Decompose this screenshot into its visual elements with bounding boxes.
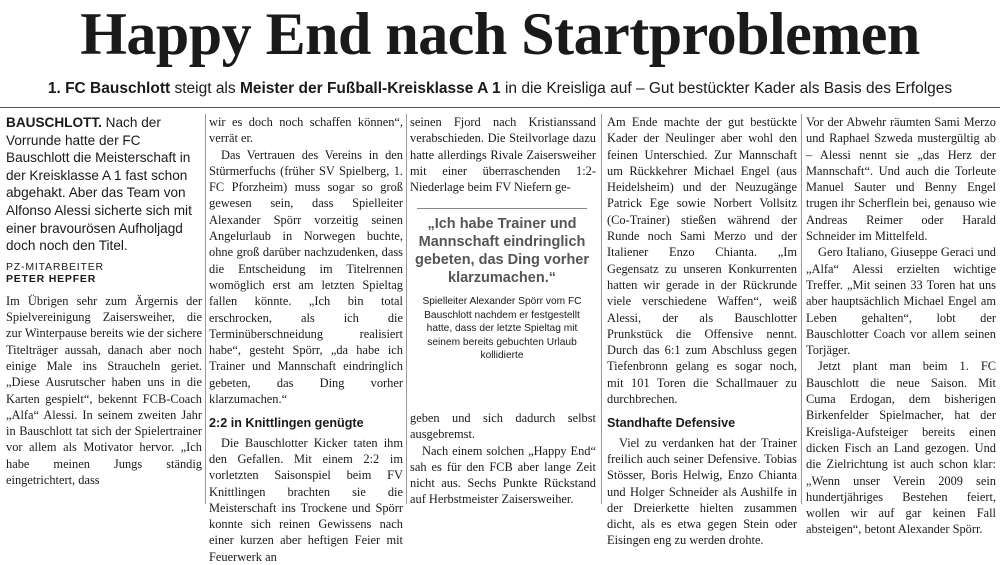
column-5: [806, 114, 996, 537]
paragraph: Gero Italiano, Giuseppe Geraci und „Alfa“ Alessi erzielten wichtige Treffer. „Mit seinen 33 Toren hat uns aber hauptsächlich Michael Engel am Leben gehalten“, lobt der Bauschlotter Coach vor allem seinen Torjäger.: [806, 245, 996, 358]
paragraph: Vor der Abwehr räumten Sami Merzo und Raphael Szweda mustergültig ab – Alessi nennt sie „das Herz der Mannschaft“. Und auch die Torleute Manuel Sauter und Benny Engel trugen ihr Scherflein bei, genauso wie Andreas Reimer oder Harald Schneider im Mittelfeld.: [806, 115, 996, 244]
subhead-title: Meister der Fußball-Kreisklasse A 1: [239, 80, 501, 97]
subheadline: [0, 80, 1000, 98]
paragraph: Die Bauschlotter Kicker taten ihm den Gefallen. Mit einem 2:2 im vorletzten Saisonspiel beim FV Knittlingen brachten sie die Meisterschaft ins Trockene und Spörr konnte sich reinen Gewissens nach einer kurzen aber heftigen Feier mit Feuerwerk an: [209, 435, 403, 564]
subhead-team: 1. FC Bauschlott: [47, 80, 171, 97]
paragraph: seinen Fjord nach Kristianssand verabschieden. Die Steilvorlage dazu hatte allerdings Rivale Zaisersweiher mit einer überraschenden 1:2-Niederlage beim FV Niefern ge-: [410, 115, 596, 195]
headline: Happy End nach Startproblemen: [80, 1, 920, 67]
byline: [6, 261, 202, 285]
paragraph: Nach einem solchen „Happy End“ sah es für den FCB aber lange Zeit nicht aus. Sechs Punkte Rückstand auf Herbstmeister Zaisersweiher.: [410, 443, 596, 507]
section-subtitle: Standhafte Defensive: [607, 416, 736, 431]
section-subtitle: 2:2 in Knittlingen genügte: [209, 416, 364, 431]
column-1: [6, 114, 202, 504]
paragraph: Viel zu verdanken hat der Trainer freilich auch seiner Defensive. Tobias Stösser, Boris Helwig, Enzo Chianta und Holger Schneider als Aushilfe in der Dreierkette hielten zusammen dicht, als es etwa gegen Stein oder Eisingen eng zu werden drohte.: [607, 435, 797, 548]
author-name: PETER HEPFER: [6, 272, 97, 285]
paragraph: Jetzt plant man beim 1. FC Bauschlott die neue Saison. Mit Cuma Erdogan, dem bisherigen Birkenfelder Spielmacher, hat der Kreisliga-Aufsteiger bereits einen dicken Fisch an Land gezogen. Und die Zielrichtung ist auch schon klar: „Wenn unser Verein 2009 sein hundertjähriges Bestehen feiert, wollen wir auf gar keinen Fall absteigen“, betont Alexander Spörr.: [806, 359, 996, 537]
column-separator: [205, 114, 206, 504]
quote-rule-top: [417, 208, 587, 209]
dateline: BAUSCHLOTT.: [6, 115, 102, 130]
subhead-text-2: in die Kreisliga auf – Gut bestückter Kader als Basis des Erfolges: [500, 80, 953, 97]
column-3-continued: [410, 410, 596, 507]
pull-quote-caption: Spielleiter Alexander Spörr vom FC Bauschlott nachdem er festgestellt hatte, dass der letzte Spieltag mit seinem bereits gebuchten Urlaub kollidierte: [422, 296, 582, 362]
column-separator: [801, 114, 802, 504]
paragraph: wir es doch noch schaffen können“, verrät er.: [209, 115, 403, 146]
pull-quote: „Ich habe Trainer und Mannschaft eindringlich gebeten, das Ding vorher klarzumachen.“: [414, 216, 590, 286]
paragraph: Das Vertrauen des Vereins in den Stürmerfuchs (früher SV Spielberg, 1. FC Pforzheim) muss sogar so groß gewesen sein, dass Spielleiter Alexander Spörr vorzeitig seinen Angelurlaub in Norwegen buchte, ohne groß darüber nachzudenken, dass die Entscheidung im Titelrennen womöglich erst am letzten Spieltag fallen könnte. „Ich bin total erschrocken, als ich die Terminüberschneidung realisiert habe“, gesteht Spörr, „da habe ich Trainer und Mannschaft eindringlich gebeten, das Ding vorher klarzumachen.“: [209, 147, 403, 407]
pull-quote-box: [411, 208, 593, 406]
paragraph: Im Übrigen sehr zum Ärgernis der Spielvereinigung Zaisersweiher, die zur Winterpause bereits wie der sichere Titelträger aussah, danach aber noch einige Male ins Straucheln geriet. „Diese Ausrutscher haben uns in die Karten gespielt“, bekennt FCB-Coach „Alfa“ Alessi. In seinem zweiten Jahr in Bauschlott tat sich der Spielertrainer vor allem als Motivator hervor. „Ich habe meinen Jungs ständig eingetrichtert, dass: [6, 293, 202, 488]
column-separator: [406, 114, 407, 504]
column-2: [209, 114, 403, 564]
author-role: PZ-MITARBEITER: [6, 260, 104, 273]
paragraph: geben und sich dadurch selbst ausgebremst.: [410, 411, 596, 442]
subhead-text-1: steigt als: [170, 80, 240, 97]
lead-paragraph: [6, 114, 202, 255]
column-separator: [601, 114, 602, 504]
lead-text: Nach der Vorrunde hatte der FC Bauschlott die Meisterschaft in der Kreisklasse A 1 fast schon abgehakt. Aber das Team von Alfonso Alessi sicherte sich mit einer bravourösen Aufholjagd doch noch den Titel.: [6, 115, 192, 254]
header-rule: [0, 107, 1000, 108]
paragraph: Am Ende machte der gut bestückte Kader der Neulinger aber wohl den feinen Unterschied. Zur Mannschaft um Rückkehrer Michael Engel (aus Heidelsheim) und der Neuzugänge Patrick Ege sowie Norbert Vollsitz (Co-Trainer) stießen während der Runde noch Sami Merzo und der Italiener Enzo Chianta. „Im Gegensatz zu unseren Konkurrenten hatten wir gerade in der Rückrunde viele verschiedene Waffen“, weiß Alessi, der als Bauschlotter Prunkstück die Offensive nennt. Durch das 6:1 zum Abschluss gegen Tiefenbronn gelang es sogar noch, mit 101 Toren die Schallmauer zu durchbrechen.: [607, 115, 797, 407]
column-4: [607, 114, 797, 548]
